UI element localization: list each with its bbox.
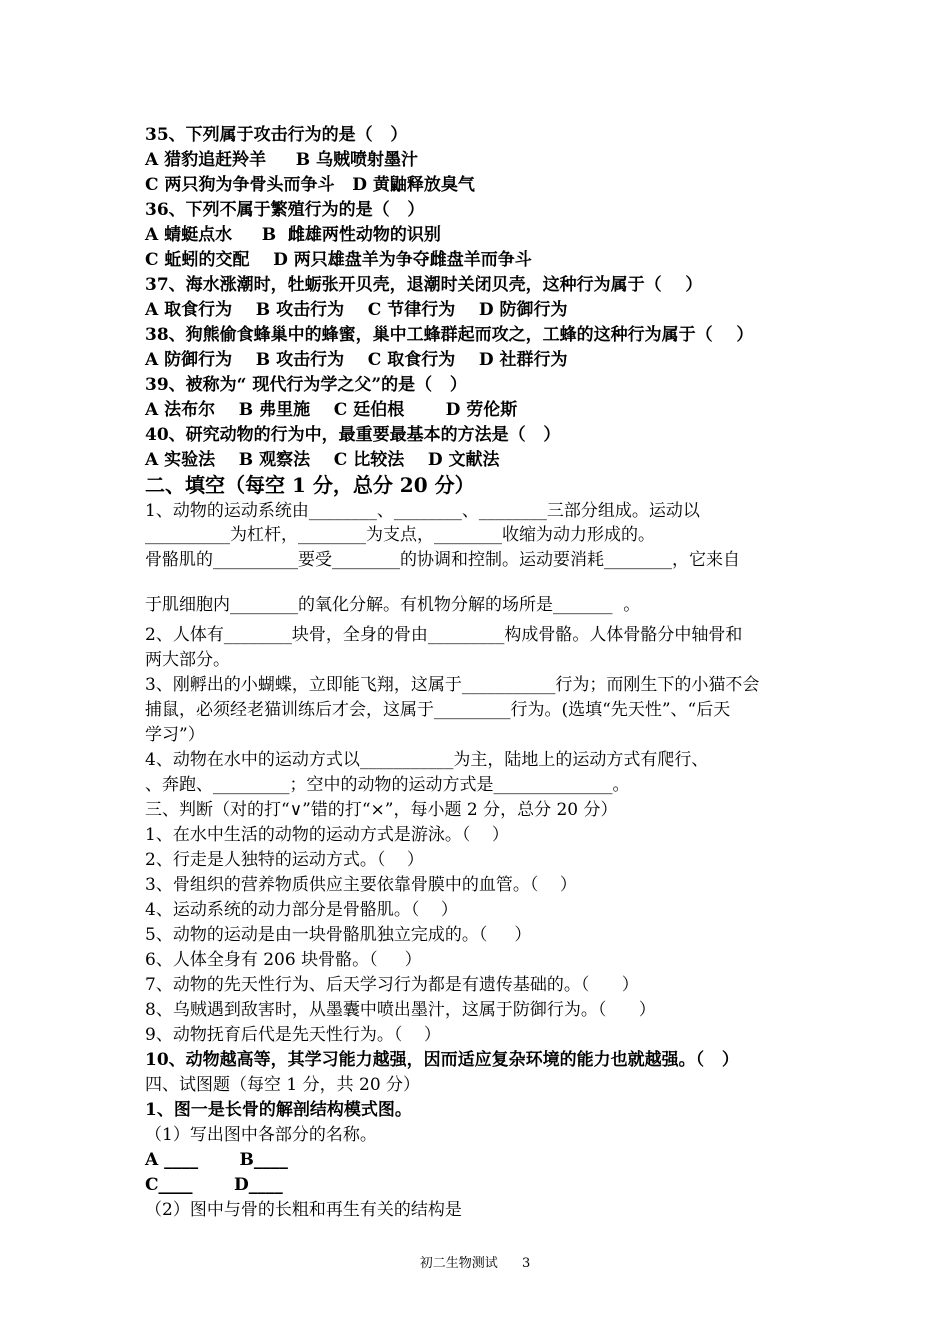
diagram-question-1: 1、图一是长骨的解剖结构模式图。 (145, 1100, 412, 1120)
judge-item-6: 6、人体全身有 206 块骨骼。（ ） (145, 950, 422, 970)
question-39-options: A 法布尔 B 弗里施 C 廷伯根 D 劳伦斯 (145, 400, 518, 420)
judge-item-8: 8、乌贼遇到敌害时，从墨囊中喷出墨汁，这属于防御行为。（ ） (145, 1000, 656, 1020)
fill-line-7: 3、刚孵出的小蝴蝶，立即能飞翔，这属于___________行为；而刚生下的小猫不会 (145, 675, 760, 695)
judge-item-2: 2、行走是人独特的运动方式。（ ） (145, 850, 424, 870)
judge-item-4: 4、运动系统的动力部分是骨骼肌。（ ） (145, 900, 458, 920)
fill-line-1: 1、动物的运动系统由________、________、________三部分组成。运动以 (145, 501, 700, 521)
question-36-options-2: C 蚯蚓的交配 D 两只雄盘羊为争夺雌盘羊而争斗 (145, 250, 532, 270)
question-36-stem: 36、下列不属于繁殖行为的是（ ） (145, 200, 425, 220)
judge-item-5: 5、动物的运动是由一块骨骼肌独立完成的。（ ） (145, 925, 532, 945)
question-38-options: A 防御行为 B 攻击行为 C 取食行为 D 社群行为 (145, 350, 568, 370)
question-35-options-2: C 两只狗为争骨头而争斗 D 黄鼬释放臭气 (145, 175, 475, 195)
question-37-stem: 37、海水涨潮时，牡蛎张开贝壳，退潮时关闭贝壳，这种行为属于（ ） (145, 275, 703, 295)
diagram-answer-a-b: A ____ B____ (145, 1150, 288, 1170)
question-38-stem: 38、狗熊偷食蜂巢中的蜂蜜，巢中工蜂群起而攻之，工蜂的这种行为属于（ ） (145, 325, 754, 345)
judge-item-10: 10、动物越高等，其学习能力越强，因而适应复杂环境的能力也就越强。（ ） (145, 1050, 739, 1070)
section-4-heading: 四、试图题（每空 1 分，共 20 分） (145, 1075, 421, 1095)
fill-line-10: 4、动物在水中的运动方式以___________为主，陆地上的运动方式有爬行、 (145, 750, 709, 770)
judge-item-7: 7、动物的先天性行为、后天学习行为都是有遗传基础的。（ ） (145, 975, 639, 995)
question-35-options-1: A 猎豹追赶羚羊 B 乌贼喷射墨汁 (145, 150, 418, 170)
fill-line-2: __________为杠杆，________为支点，________收缩为动力形成的。 (145, 525, 655, 545)
section-3-heading: 三、判断（对的打“∨”错的打“×”，每小题 2 分，总分 20 分） (145, 800, 618, 820)
diagram-answer-c-d: C____ D____ (145, 1175, 283, 1195)
question-40-stem: 40、研究动物的行为中，最重要最基本的方法是（ ） (145, 425, 561, 445)
fill-line-6: 两大部分。 (145, 650, 230, 670)
footer-title: 初二生物测试 (419, 1256, 498, 1271)
question-39-stem: 39、被称为“ 现代行为学之父”的是（ ） (145, 375, 467, 395)
diagram-question-1-part-2: （2）图中与骨的长粗和再生有关的结构是 (145, 1200, 462, 1220)
fill-line-3: 骨骼肌的__________要受________的协调和控制。运动要消耗________，它来自 (145, 550, 740, 570)
fill-line-5: 2、人体有________块骨，全身的骨由_________构成骨骼。人体骨骼分中轴骨和 (145, 625, 743, 645)
section-2-heading: 二、填空（每空 1 分，总分 20 分） (145, 473, 475, 497)
judge-item-1: 1、在水中生活的动物的运动方式是游泳。（ ） (145, 825, 509, 845)
fill-line-9: 学习”） (145, 725, 205, 745)
page-footer (0, 1252, 950, 1271)
fill-line-4: 于肌细胞内________的氧化分解。有机物分解的场所是_______ 。 (145, 595, 641, 615)
question-36-options-1: A 蜻蜓点水 B 雌雄两性动物的识别 (145, 225, 441, 245)
diagram-question-1-part-1: （1）写出图中各部分的名称。 (145, 1125, 377, 1145)
question-35-stem: 35、下列属于攻击行为的是（ ） (145, 125, 408, 145)
fill-line-11: 、奔跑、_________；空中的动物的运动方式是______________。 (145, 775, 630, 795)
footer-page-number: 3 (521, 1256, 531, 1271)
judge-item-3: 3、骨组织的营养物质供应主要依靠骨膜中的血管。（ ） (145, 875, 577, 895)
judge-item-9: 9、动物抚育后代是先天性行为。（ ） (145, 1025, 441, 1045)
fill-line-8: 捕鼠，必须经老猫训练后才会，这属于_________行为。(选填“先天性”、“后天 (145, 700, 731, 720)
question-40-options: A 实验法 B 观察法 C 比较法 D 文献法 (145, 450, 500, 470)
question-37-options: A 取食行为 B 攻击行为 C 节律行为 D 防御行为 (145, 300, 568, 320)
